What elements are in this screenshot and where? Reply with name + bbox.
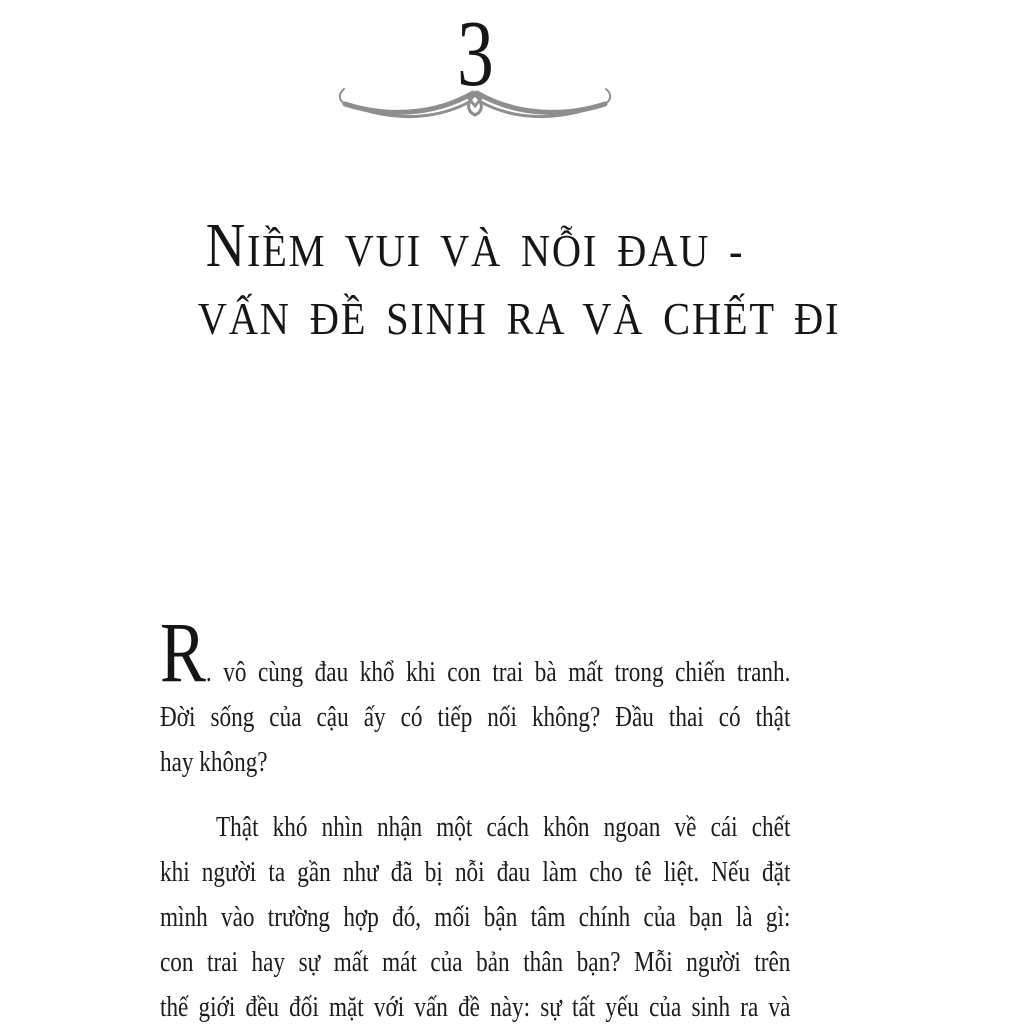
- body-line-text: . vô cùng đau khổ khi con trai bà mất trong chiến tranh.: [205, 656, 791, 688]
- title-initial-letter: N: [205, 212, 247, 280]
- chapter-title: [197, 212, 841, 353]
- body-line: khi người ta gần như đã bị nỗi đau làm cho tê liệt. Nếu đặt: [160, 856, 791, 888]
- title-line-2: VẤN ĐỀ SINH RA VÀ CHẾT ĐI: [197, 293, 841, 344]
- paragraph-2: [160, 805, 790, 1024]
- title-line-1: [198, 212, 752, 285]
- body-line: Thật khó nhìn nhận một cách khôn ngoan về cái chết: [216, 811, 791, 843]
- body-line: Đời sống của cậu ấy có tiếp nối không? Đầu thai có thật: [160, 701, 791, 733]
- body-line: con trai hay sự mất mát của bản thân bạn? Mỗi người trên: [160, 946, 791, 978]
- chapter-number: 3: [456, 2, 494, 106]
- drop-cap: R: [160, 604, 206, 700]
- body-line: hay không?: [160, 746, 268, 778]
- paragraph-1: [160, 604, 791, 785]
- body-text: [160, 604, 791, 1024]
- body-line: mình vào trường hợp đó, mối bận tâm chính của bạn là gì:: [160, 901, 791, 933]
- body-text-column: [160, 604, 791, 1024]
- body-line: [160, 604, 791, 700]
- body-line: thế giới đều đối mặt với vấn đề này: sự tất yếu của sinh ra và: [160, 991, 791, 1023]
- title-line-1-text: IỀM VUI VÀ NỖI ĐAU -: [246, 225, 745, 276]
- flourish-divider-icon: [160, 80, 790, 129]
